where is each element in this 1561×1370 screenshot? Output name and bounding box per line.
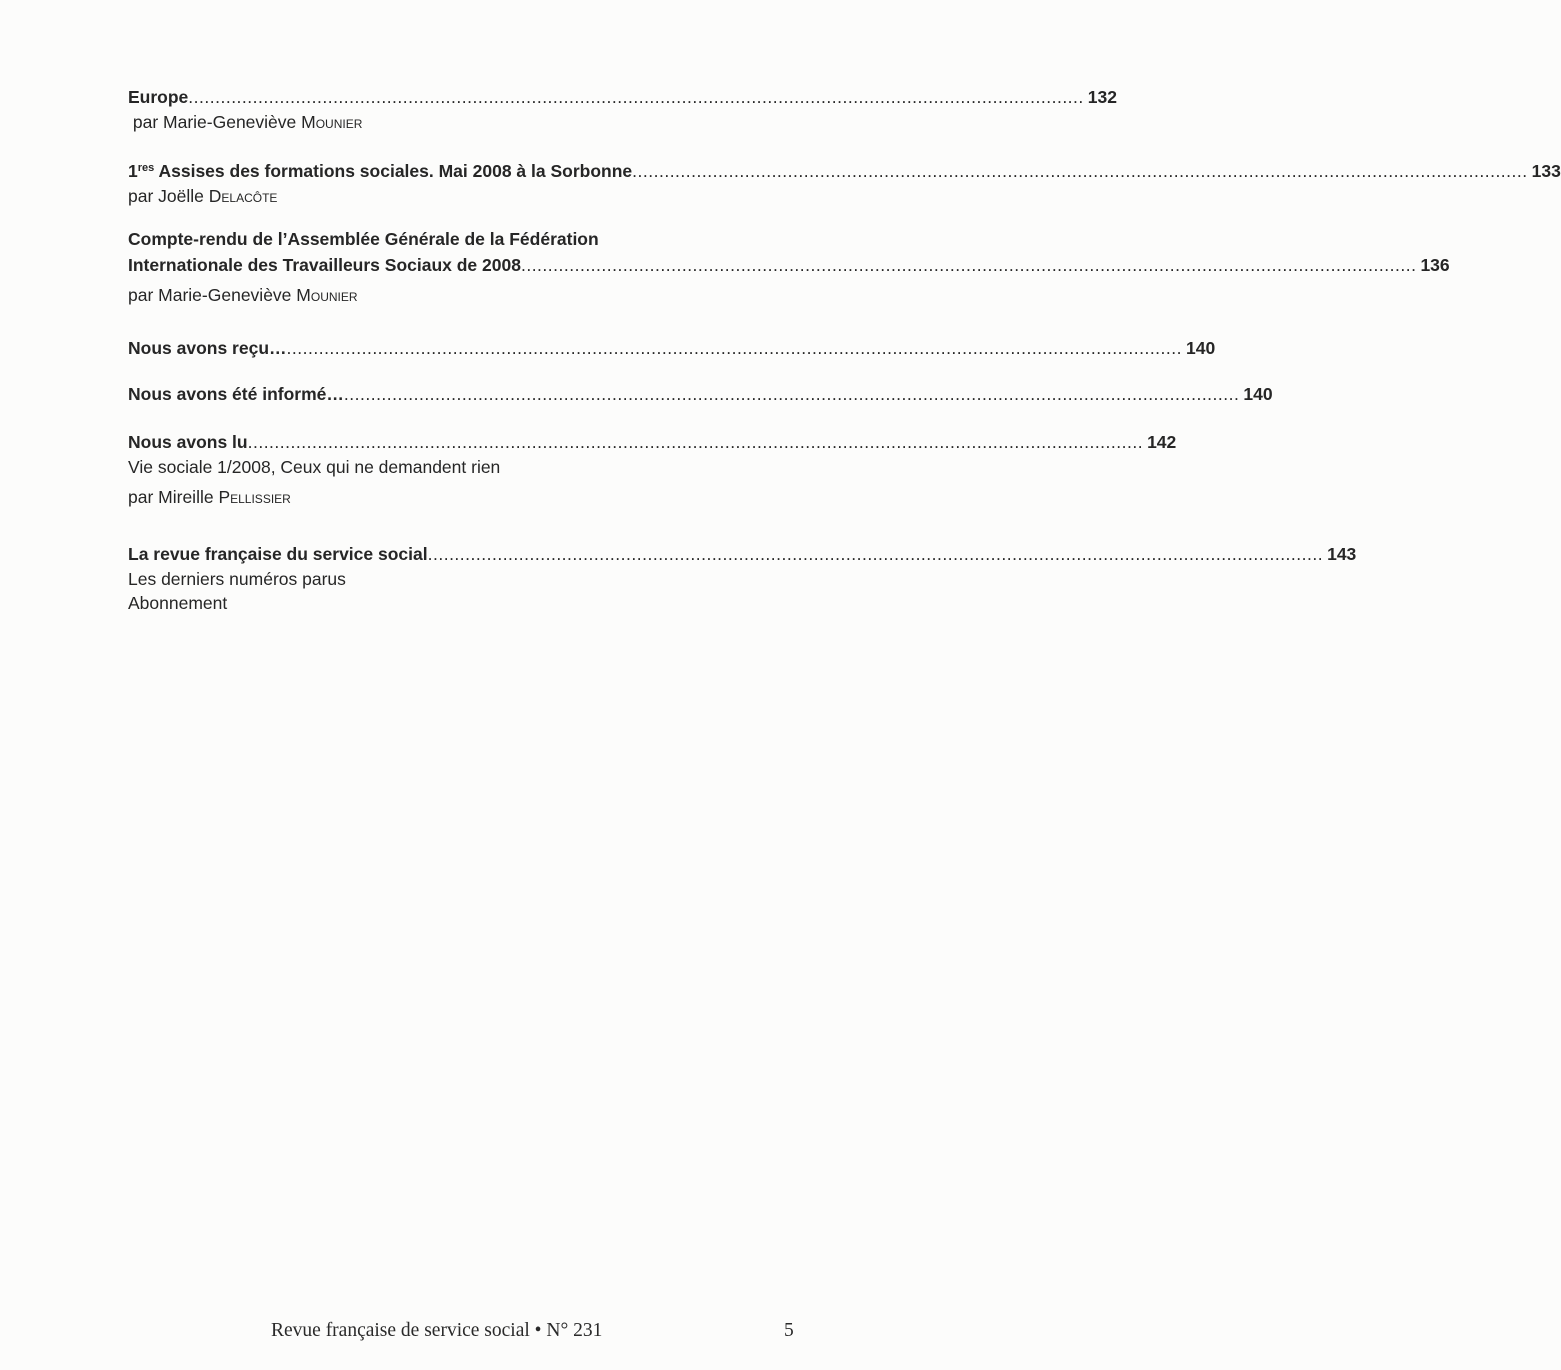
toc-entry-title: Nous avons été informé… — [128, 384, 344, 404]
ordinal-number: 1 — [128, 161, 138, 181]
toc-entry-page: 133 — [1531, 161, 1561, 181]
toc-entry-title-text: Assises des formations sociales. Mai 2008 à la Sorbonne — [154, 161, 633, 181]
toc-entry-title: La revue française du service social — [128, 544, 428, 564]
toc-entry-page: 142 — [1147, 432, 1177, 452]
dot-leader: ....................................................................................................................................................................... — [188, 87, 1084, 107]
toc-entry-compte-rendu — [128, 226, 1450, 307]
toc-entry-nous-avons-recu — [128, 335, 1216, 361]
toc-entry-author — [128, 283, 740, 307]
toc-entry-title-line: Compte-rendu de l’Assemblée Générale de la Fédération — [128, 229, 599, 249]
author-prefix: par Marie-Geneviève — [128, 112, 302, 132]
toc-entry-page: 140 — [1186, 338, 1216, 358]
toc-entry-page: 143 — [1327, 544, 1357, 564]
toc-entry-author — [128, 485, 740, 509]
author-prefix: par Marie-Geneviève — [128, 285, 297, 305]
toc-entry-row — [128, 335, 1216, 361]
toc-entry-subtitle: Vie sociale 1/2008, Ceux qui ne demandent rien — [128, 457, 501, 477]
toc-entry-la-revue-francaise — [128, 541, 1357, 615]
author-surname: Mounier — [296, 285, 358, 305]
toc-entry-nous-avons-ete-informe — [128, 381, 1273, 407]
toc-entry-page: 132 — [1087, 87, 1117, 107]
toc-entry-subtitle: Abonnement — [128, 593, 228, 613]
toc-entry-row — [128, 84, 1117, 110]
toc-entry-title: Internationale des Travailleurs Sociaux de 2008 — [128, 255, 521, 275]
toc-entry-assises — [128, 158, 1561, 208]
author-surname: Mounier — [301, 112, 363, 132]
dot-leader: ....................................................................................................................................................................... — [520, 255, 1417, 275]
toc-entry-title: Nous avons reçu… — [128, 338, 287, 358]
table-of-contents — [128, 84, 1561, 615]
ordinal-suffix: res — [137, 162, 155, 174]
journal-title: Revue française de service social • N° 231 — [271, 1320, 603, 1341]
dot-leader: ....................................................................................................................................................................... — [247, 432, 1144, 452]
toc-entry-row — [128, 381, 1273, 407]
author-prefix: par Joëlle — [128, 186, 209, 206]
page-number: 5 — [784, 1320, 794, 1341]
toc-entry-title — [128, 158, 632, 184]
toc-entry-title: Nous avons lu — [128, 432, 248, 452]
toc-entry-author — [128, 184, 740, 208]
author-surname: Delacôte — [208, 186, 278, 206]
toc-entry-row — [128, 252, 1450, 278]
toc-entry-row — [128, 541, 1357, 567]
toc-entry-author — [128, 110, 740, 134]
dot-leader: ....................................................................................................................................................................... — [286, 338, 1182, 358]
toc-entry-title: Europe — [128, 87, 189, 107]
toc-entry-nous-avons-lu — [128, 429, 1177, 509]
dot-leader: ....................................................................................................................................................................... — [427, 544, 1324, 564]
dot-leader: ....................................................................................................................................................................... — [632, 161, 1528, 181]
toc-entry-europe — [128, 84, 1117, 134]
author-surname: Pellissier — [218, 487, 291, 507]
toc-entry-page: 140 — [1243, 384, 1273, 404]
dot-leader: ....................................................................................................................................................................... — [343, 384, 1240, 404]
toc-entry-row — [128, 429, 1177, 455]
author-prefix: par Mireille — [128, 487, 219, 507]
toc-entry-row — [128, 158, 1561, 184]
toc-entry-page: 136 — [1420, 255, 1450, 275]
toc-entry-subtitle: Les derniers numéros parus — [128, 569, 346, 589]
